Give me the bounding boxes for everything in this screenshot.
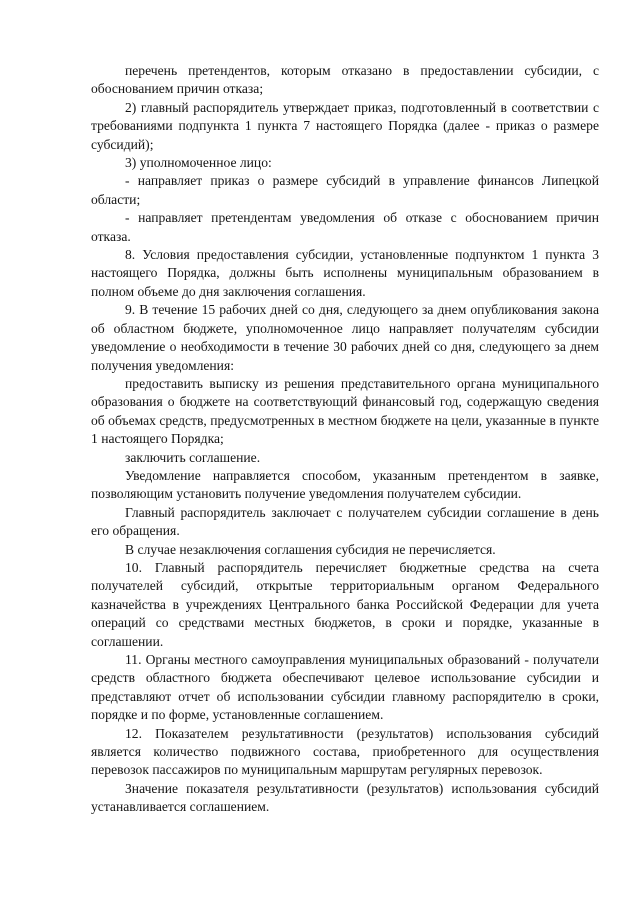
paragraph-refusal-list: перечень претендентов, которым отказано в предоставлении субсидии, с обоснованием причин отказа; (91, 63, 599, 97)
paragraph-notification-method: Уведомление направляется способом, указанным претендентом в заявке, позволяющим установить получение уведомления получателем субсидии. (91, 467, 599, 502)
paragraph-send-order: - направляет приказ о размере субсидий в управление финансов Липецкой области; (91, 173, 599, 207)
paragraph-authorized-person: 3) уполномоченное лицо: (125, 155, 272, 171)
paragraph-send-refusals: - направляет претендентам уведомления об отказе с обоснованием причин отказа. (91, 210, 599, 244)
paragraph-conclude-agreement: заключить соглашение. (125, 449, 261, 465)
paragraph-section-8: 8. Условия предоставления субсидии, установленные подпунктом 1 пункта 3 настоящего Порядка, должны быть исполнены муниципальным образованием в полном объеме до дня заключения соглашения. (91, 247, 599, 299)
paragraph-provide-extract: предоставить выписку из решения представительного органа муниципального образования о бюджете на соответствующий финансовый год, содержащую сведения об объемах средств, предусмотренных в местном бюджете на цели, указанные в пункте 1 настоящего Порядка; (91, 375, 599, 447)
paragraph-section-10: 10. Главный распорядитель перечисляет бюджетные средства на счета получателей субсидий, открытые территориальным органом Федерального казначейства в учреждениях Центрального банка Российской Федерации для учета операций со средствами местных бюджетов, в сроки и порядке, указанные в соглашении. (91, 559, 599, 649)
paragraph-agreement-day: Главный распорядитель заключает с получателем субсидии соглашение в день его обращения. (91, 504, 599, 539)
paragraph-section-11: 11. Органы местного самоуправления муниципальных образований - получатели средств областного бюджета обеспечивают целевое использование субсидии и представляют отчет об использовании субсидии главному распорядителю в сроки, порядке и по форме, установленные соглашением. (91, 652, 599, 723)
paragraph-approve-order: 2) главный распорядитель утверждает приказ, подготовленный в соответствии с требованиями подпункта 1 пункта 7 настоящего Порядка (далее - приказ о размере субсидий); (91, 99, 599, 152)
paragraph-section-9: 9. В течение 15 рабочих дней со дня, следующего за днем опубликования закона об областном бюджете, уполномоченное лицо направляет получателям субсидии уведомление о необходимости в течение 30 рабочих дней со дня, следующего за днем получения уведомления: (91, 302, 599, 373)
document-page (91, 62, 599, 817)
paragraph-section-12: 12. Показателем результативности (результатов) использования субсидий является количество подвижного состава, приобретенного для осуществления перевозок пассажиров по муниципальным маршрутам регулярных перевозок. (91, 725, 599, 778)
paragraph-indicator-value: Значение показателя результативности (результатов) использования субсидий устанавливается соглашением. (91, 780, 599, 815)
paragraph-no-agreement: В случае незаключения соглашения субсидия не перечисляется. (125, 541, 496, 557)
